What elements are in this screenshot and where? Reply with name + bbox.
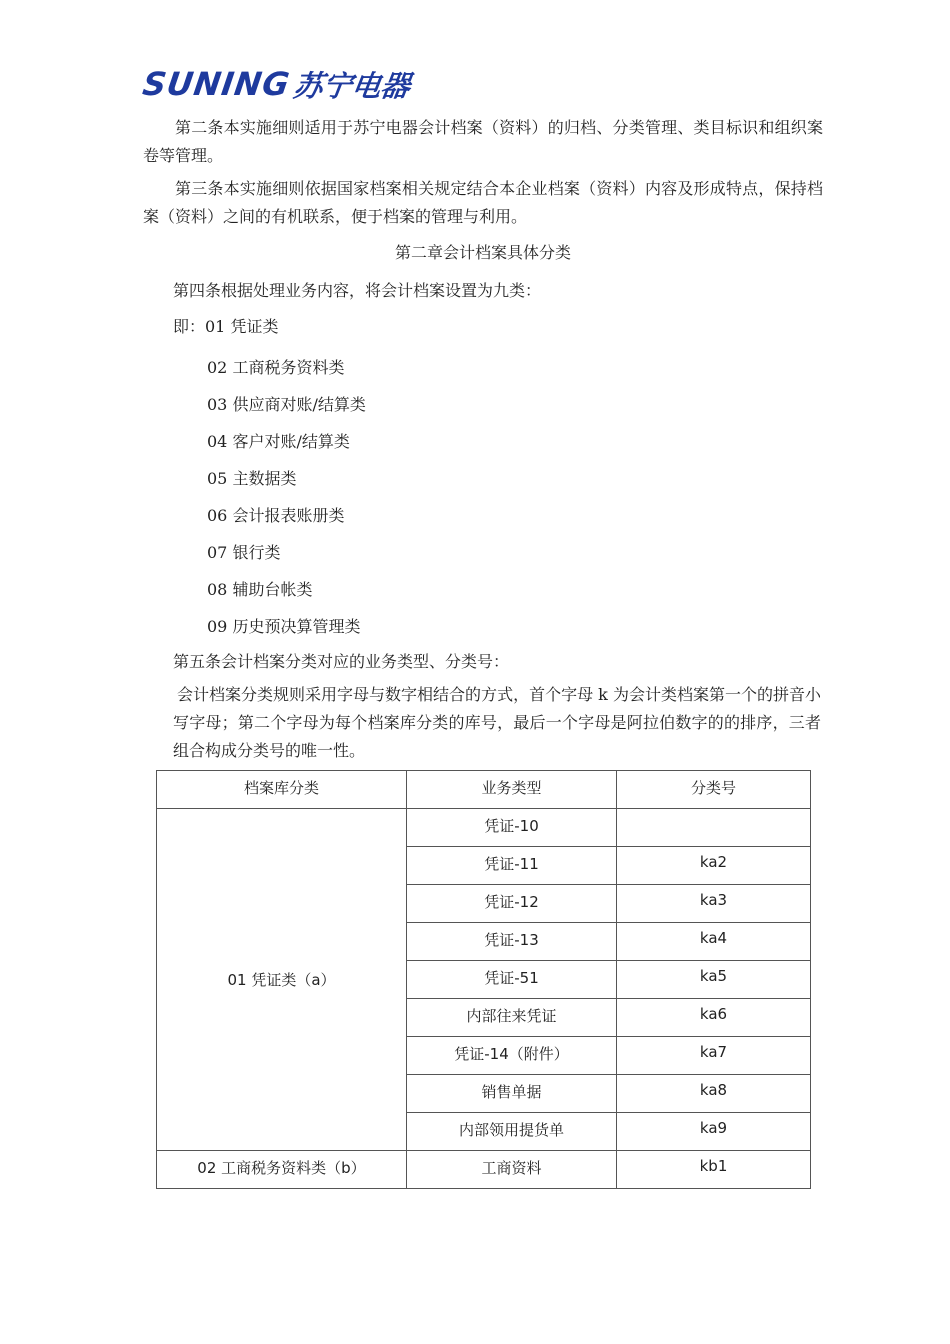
classification-rule-text: 会计档案分类规则采用字母与数字相结合的方式，首个字母 k 为会计类档案第一个的拼音小写字母；第二个字母为每个档案库分类的库号，最后一个字母是阿拉伯数字的的排序，三者组合构成分类号的唯一性。 xyxy=(173,685,821,760)
business-type-cell: 销售单据 xyxy=(407,1075,617,1113)
archive-category-cell: 01 凭证类（a） xyxy=(157,809,407,1151)
category-item-02: 02 工商税务资料类 xyxy=(207,358,345,377)
business-type-cell: 凭证-51 xyxy=(407,961,617,999)
class-number-cell: ka9 xyxy=(617,1113,811,1151)
chapter-title: 第二章会计档案具体分类 xyxy=(394,243,571,262)
archive-category-cell: 02 工商税务资料类（b） xyxy=(157,1151,407,1189)
business-type-cell: 工商资料 xyxy=(407,1151,617,1189)
suning-logo xyxy=(140,64,412,104)
class-number-cell: ka4 xyxy=(617,923,811,961)
article-2-paragraph: 第二条本实施细则适用于苏宁电器会计档案（资料）的归档、分类管理、类目标识和组织案卷等管理。 xyxy=(143,118,823,165)
class-number-cell: ka6 xyxy=(617,999,811,1037)
class-number-cell xyxy=(617,809,811,847)
table-row xyxy=(157,1151,811,1189)
article-5-text: 第五条会计档案分类对应的业务类型、分类号： xyxy=(173,652,510,671)
class-number-cell: ka2 xyxy=(617,847,811,885)
class-number-cell: ka3 xyxy=(617,885,811,923)
category-item-01: 即：01 凭证类 xyxy=(173,317,279,336)
class-number-cell: ka7 xyxy=(617,1037,811,1075)
header-class-number: 分类号 xyxy=(617,771,811,809)
class-number-cell: ka5 xyxy=(617,961,811,999)
business-type-cell: 凭证-13 xyxy=(407,923,617,961)
category-item-09: 09 历史预决算管理类 xyxy=(207,617,361,636)
business-type-cell: 凭证-10 xyxy=(407,809,617,847)
logo-text-en: SUNING xyxy=(140,65,293,103)
category-item-07: 07 银行类 xyxy=(207,543,281,562)
header-business-type: 业务类型 xyxy=(407,771,617,809)
article-4-text: 第四条根据处理业务内容，将会计档案设置为九类： xyxy=(173,281,542,300)
logo-text-cn: 苏宁电器 xyxy=(291,68,412,103)
category-item-06: 06 会计报表账册类 xyxy=(207,506,345,525)
business-type-cell: 凭证-11 xyxy=(407,847,617,885)
business-type-cell: 凭证-12 xyxy=(407,885,617,923)
business-type-cell: 内部领用提货单 xyxy=(407,1113,617,1151)
table-row xyxy=(157,809,811,847)
business-type-cell: 内部往来凭证 xyxy=(407,999,617,1037)
category-item-08: 08 辅助台帐类 xyxy=(207,580,313,599)
category-item-05: 05 主数据类 xyxy=(207,469,297,488)
header-archive-category: 档案库分类 xyxy=(157,771,407,809)
business-type-cell: 凭证-14（附件） xyxy=(407,1037,617,1075)
class-number-cell: kb1 xyxy=(617,1151,811,1189)
archive-classification-table xyxy=(156,770,811,1189)
category-item-03: 03 供应商对账/结算类 xyxy=(207,395,366,414)
class-number-cell: ka8 xyxy=(617,1075,811,1113)
article-3-paragraph: 第三条本实施细则依据国家档案相关规定结合本企业档案（资料）内容及形成特点，保持档案（资料）之间的有机联系，便于档案的管理与利用。 xyxy=(143,179,823,226)
category-item-04: 04 客户对账/结算类 xyxy=(207,432,350,451)
table-header-row xyxy=(157,771,811,809)
